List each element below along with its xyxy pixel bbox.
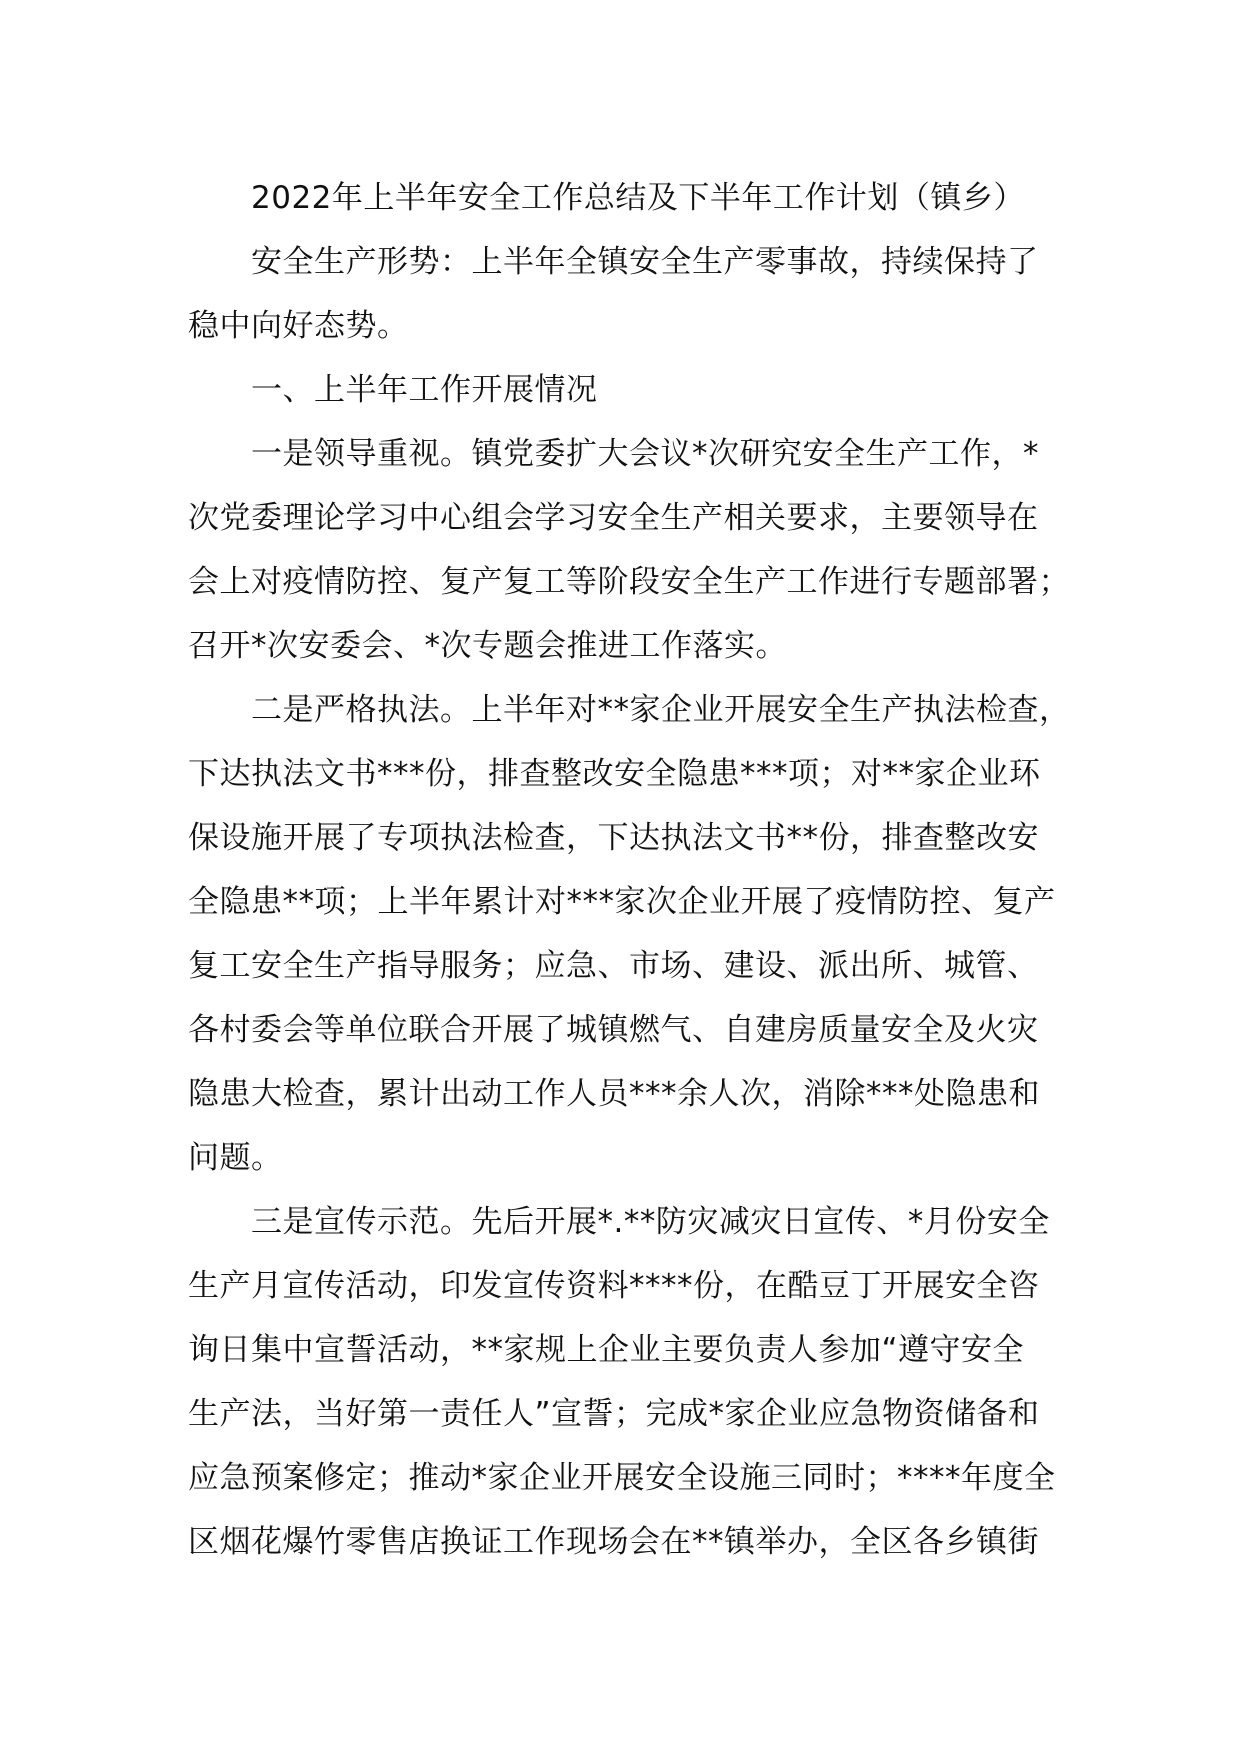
paragraph-line: 下达执法文书***份，排查整改安全隐患***项；对**家企业环 [188,756,1041,792]
paragraph-line: 区烟花爆竹零售店换证工作现场会在**镇举办，全区各乡镇街 [188,1524,1039,1560]
paragraph-line: 生产法，当好第一责任人”宣誓；完成*家企业应急物资储备和 [188,1396,1040,1432]
paragraph-line: 复工安全生产指导服务；应急、市场、建设、派出所、城管、 [188,948,1039,984]
paragraph-publicity [188,1190,1086,1574]
paragraph-line: 次党委理论学习中心组会学习安全生产相关要求，主要领导在 [188,500,1039,536]
section-heading-text: 一、上半年工作开展情况 [251,372,598,408]
paragraph-line: 一是领导重视。镇党委扩大会议*次研究安全生产工作，* [251,436,1039,472]
paragraph-line: 问题。 [188,1140,283,1176]
paragraph-line: 二是严格执法。上半年对**家企业开展安全生产执法检查， [251,692,1071,728]
paragraph-line: 生产月宣传活动，印发宣传资料****份，在酷豆丁开展安全咨 [188,1268,1040,1304]
paragraph-line: 隐患大检查，累计出动工作人员***余人次，消除***处隐患和 [188,1076,1040,1112]
paragraph-line: 全隐患**项；上半年累计对***家次企业开展了疫情防控、复产 [188,884,1056,920]
paragraph-line: 稳中向好态势。 [188,308,409,344]
paragraph-line: 安全生产形势：上半年全镇安全生产零事故，持续保持了 [251,244,1039,280]
paragraph-enforcement [188,678,1086,1190]
paragraph-line: 三是宣传示范。先后开展*.**防灾减灾日宣传、*月份安全 [251,1204,1050,1240]
paragraph-line: 会上对疫情防控、复产复工等阶段安全生产工作进行专题部署； [188,564,1070,600]
paragraph-line: 召开*次安委会、*次专题会推进工作落实。 [188,628,787,664]
paragraph-leadership [188,422,1086,678]
section-heading-first-half [188,358,1086,422]
paragraph-safety-situation [188,230,1086,358]
paragraph-line: 询日集中宣誓活动，**家规上企业主要负责人参加“遵守安全 [188,1332,1025,1368]
document-body [188,166,1086,1574]
paragraph-line: 应急预案修定；推动*家企业开展安全设施三同时；****年度全 [188,1460,1056,1496]
document-title: 2022年上半年安全工作总结及下半年工作计划（镇乡） [251,180,1025,216]
paragraph-line: 保设施开展了专项执法检查，下达执法文书**份，排查整改安 [188,820,1039,856]
paragraph-line: 各村委会等单位联合开展了城镇燃气、自建房质量安全及火灾 [188,1012,1039,1048]
